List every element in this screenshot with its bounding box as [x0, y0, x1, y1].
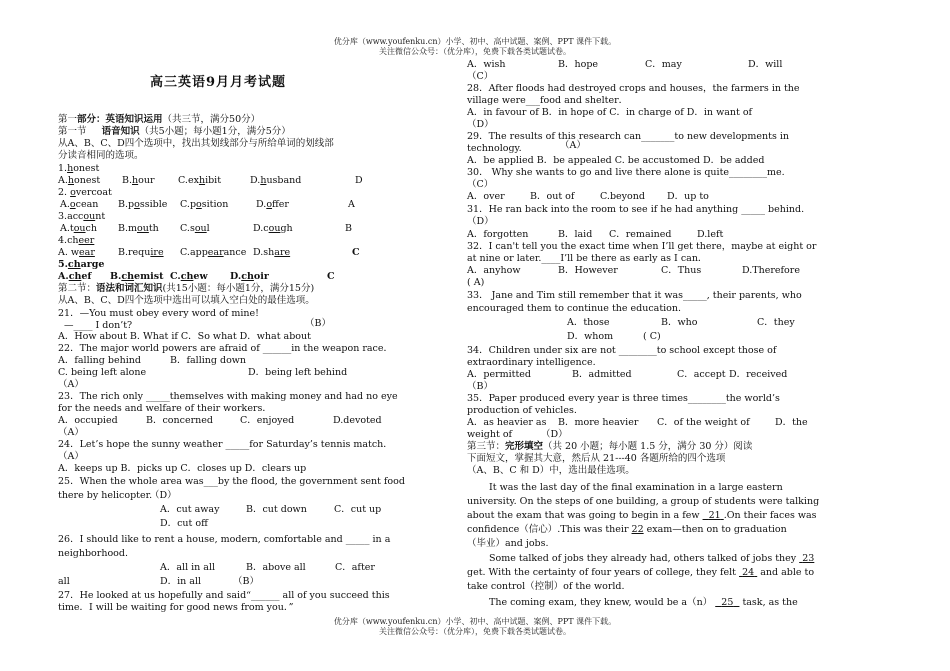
q34-stem: 34．Children under six are not ________to school except those of: [467, 345, 777, 356]
q3-option-a: A.touch: [60, 223, 97, 234]
q33-stem: 33． Jane and Tim still remember that it was_____, their parents, who: [467, 290, 802, 301]
q35-answer: （D）: [541, 429, 568, 440]
q22-option-a: A．falling behind: [58, 355, 141, 366]
q33-option-d: D．whom: [567, 331, 614, 342]
q32-stem: 32．I can't tell you the exact time when I’ll get there，maybe at eight or: [467, 241, 817, 252]
q28-stem-2: village were___food and shelter．: [467, 95, 629, 106]
q5-option-c: C.chew: [170, 271, 208, 282]
q2-answer: A: [348, 199, 355, 210]
passage-p1-line3: about the exam that was going to begin in a few 21 .On their faces was: [467, 510, 817, 521]
q32-option-a: A．anyhow: [467, 265, 521, 276]
section3-heading: 第三节：完形填空（共 20 小题；每小题 1.5 分，满分 30 分）阅读: [467, 441, 753, 452]
passage-p2-line2: get. With the certainty of four years of college, they felt 24 and able to: [467, 567, 815, 578]
section3-instruction-cont: （A、B、C 和 D）中，选出最佳选项。: [467, 465, 635, 476]
q35-option-d-cont: weight of: [467, 429, 513, 440]
q25-option-d: D．cut off: [160, 518, 208, 529]
passage-p1-line4: confidence（信心）.This was their 22 exam—then on to graduation: [467, 524, 787, 535]
q5-option-a: A.chef: [58, 271, 92, 282]
q32-answer: ( A): [467, 277, 485, 288]
q27-option-a: A．wish: [467, 59, 506, 70]
q30-stem: 30． Why she wants to go and live there alone is quite________me.: [467, 167, 785, 178]
q3-word: 3.account: [58, 211, 106, 222]
q26-option-a: A．all in all: [160, 562, 216, 573]
q22-option-d: D．being left behind: [248, 367, 348, 378]
q21-answer: （B）: [305, 318, 331, 329]
q2-word: 2. overcoat: [58, 187, 112, 198]
q31-option-a: A．forgotten: [467, 229, 529, 240]
q23-option-a: A．occupied: [58, 415, 118, 426]
q30-option-c: C.beyond: [600, 191, 645, 202]
q31-answer: （D）: [467, 216, 494, 227]
q32-option-c: C．Thus: [661, 265, 702, 276]
q1-option-b: B.hour: [122, 175, 155, 186]
q5-option-d: D.choir: [230, 271, 269, 282]
q4-word: 4.cheer: [58, 235, 95, 246]
q1-option-a: A.honest: [58, 175, 101, 186]
q22-stem: 22．The major world powers are afraid of ______in the weapon race．: [58, 343, 393, 354]
q35-option-b: B．more heavier: [558, 417, 639, 428]
q25-option-b: B．cut down: [246, 504, 307, 515]
footer-line-2: 关注微信公众号：（优分库），免费下载各类试题试卷。: [379, 627, 571, 636]
q24-stem: 24．Let’s hope the sunny weather _____for Saturday’s tennis match．: [58, 439, 393, 450]
q34-option-c: C．accept: [677, 369, 726, 380]
q3-option-b: B.mouth: [118, 223, 159, 234]
q28-options: A．in favour of B．in hope of C．in charge of D．in want of: [467, 107, 753, 118]
passage-p3-line1: The coming exam, they knew, would be a（n） 25 task, as the: [489, 597, 798, 608]
q35-option-d: D．the: [775, 417, 808, 428]
q34-option-a: A．permitted: [467, 369, 531, 380]
q33-stem-2: encouraged them to continue the education.: [467, 303, 682, 314]
q1-word: 1.honest: [58, 163, 100, 174]
q26-answer: （B）: [233, 576, 259, 587]
q27-answer: （C）: [467, 71, 494, 82]
exam-title: 高三英语9月月考试题: [150, 75, 287, 90]
right-column: [467, 0, 950, 671]
q25-option-a: A．cut away: [160, 504, 220, 515]
q34-answer: （B）: [467, 381, 493, 392]
q22-option-c: C. being left alone: [58, 367, 147, 378]
q27-option-d: D．will: [748, 59, 783, 70]
q32-option-b: B．However: [558, 265, 618, 276]
q29-stem-2: technology.: [467, 143, 522, 154]
q31-stem: 31．He ran back into the room to see if he had anything _____ behind.: [467, 204, 805, 215]
q4-option-a: A. wear: [58, 247, 95, 258]
q28-stem: 28．After floods had destroyed crops and houses，the farmers in the: [467, 83, 800, 94]
q23-option-b: B．concerned: [146, 415, 213, 426]
q26-option-b: B．above all: [246, 562, 306, 573]
q29-answer: （A）: [560, 140, 586, 151]
q29-stem: 29．The results of this research can_______to new developments in: [467, 131, 789, 142]
section1-heading: 第一节 语音知识（共5小题；每小题1分，满分5分）: [58, 126, 291, 137]
passage-p2-line1: Some talked of jobs they already had, others talked of jobs they 23: [489, 553, 815, 564]
q23-option-d: D.devoted: [333, 415, 382, 426]
q34-option-b: B．admitted: [572, 369, 632, 380]
q2-option-d: D.offer: [256, 199, 289, 210]
q1-option-d: D.husband: [250, 175, 302, 186]
q25-stem-2: there by helicopter.: [58, 490, 153, 501]
q23-stem: 23．The rich only _____themselves with making money and had no eye: [58, 391, 398, 402]
q26-option-c: C．after: [335, 562, 375, 573]
q26-stem: 26．I should like to rent a house, modern, comfortable and _____ in a: [58, 534, 391, 545]
section1-instruction-cont: 分读音相同的选项。: [58, 150, 144, 161]
q23-stem-2: for the needs and welfare of their workers．: [58, 403, 272, 414]
q33-answer: ( C): [643, 331, 661, 342]
q34-stem-2: extraordinary intelligence.: [467, 357, 596, 368]
q27-option-c: C．may: [645, 59, 682, 70]
q32-option-d: D.Therefore: [742, 265, 800, 276]
q24-options: A．keeps up B．picks up C．closes up D．clears up: [58, 463, 307, 474]
header-line-1: 优分库（www.youfenku.cn）小学、初中、高中试题、案例、PPT 课件下载。: [333, 37, 617, 46]
q28-answer: （D）: [467, 119, 494, 130]
q22-answer: （A）: [58, 379, 84, 390]
section2-instruction: 从A、B、C、D四个选项中选出可以填入空白处的最佳选项。: [58, 295, 315, 306]
q30-option-d: D．up to: [667, 191, 709, 202]
q35-stem-2: production of vehicles.: [467, 405, 577, 416]
q23-answer: （A）: [58, 427, 84, 438]
q26-stem-2: neighborhood.: [58, 548, 128, 559]
q31-option-c: C．remained: [609, 229, 672, 240]
q2-option-c: C.position: [180, 199, 229, 210]
q26-option-d: D．in all: [160, 576, 202, 587]
q25-option-c: C．cut up: [334, 504, 382, 515]
q2-option-a: A.ocean: [60, 199, 99, 210]
q1-option-c: C.exhibit: [178, 175, 222, 186]
q1-answer: D: [355, 175, 363, 186]
blank-22: 22: [631, 524, 644, 535]
q21-stem-2: —____ I don’t?: [64, 320, 133, 331]
q30-option-a: A．over: [467, 191, 505, 202]
blank-25: 25: [721, 597, 734, 608]
q23-option-c: C．enjoyed: [240, 415, 295, 426]
q33-option-c: C．they: [757, 317, 795, 328]
q26-option-c-cont: all: [58, 576, 70, 587]
section3-instruction: 下面短文，掌握其大意，然后从 21---40 各题所给的四个选项: [467, 453, 726, 464]
q33-option-a: A．those: [567, 317, 610, 328]
q5-answer: C: [327, 271, 335, 282]
q25-answer: （D）: [150, 490, 177, 501]
blank-24: 24: [742, 567, 755, 578]
q21-options: A．How about B. What if C．So what D．what about: [58, 331, 311, 342]
q21-stem: 21．—You must obey every word of mine!: [58, 308, 259, 319]
q3-answer: B: [345, 223, 352, 234]
page-footer: [0, 617, 950, 637]
q2-option-b: B.possible: [118, 199, 168, 210]
part1-heading: 第一部分：英语知识运用（共三节，满分50分）: [58, 114, 261, 125]
q4-answer: C: [352, 247, 360, 258]
q5-word: 5.charge: [58, 259, 105, 270]
header-line-2: 关注微信公众号：（优分库），免费下载各类试题试卷。: [379, 47, 571, 56]
q35-stem: 35．Paper produced every year is three times________the world’s: [467, 393, 780, 404]
q3-option-c: C.soul: [180, 223, 210, 234]
q27-stem-2: time．I will be waiting for good news from you．”: [58, 602, 294, 613]
q31-option-d: D.left: [697, 229, 724, 240]
passage-p1-line5: （毕业）and jobs.: [467, 538, 549, 549]
passage-p1-line1: It was the last day of the final examination in a large eastern: [489, 482, 783, 493]
q33-option-b: B．who: [661, 317, 698, 328]
section1-instruction: 从A、B、C、D四个选项中，找出其划线部分与所给单词的划线部: [58, 138, 334, 149]
passage-p2-line3: take control（控制）of the world.: [467, 581, 625, 592]
q35-option-c: C．of the weight of: [657, 417, 750, 428]
q22-option-b: B．falling down: [170, 355, 247, 366]
q25-stem: 25．When the whole area was___by the flood, the government sent food: [58, 476, 405, 487]
q31-option-b: B．laid: [558, 229, 593, 240]
q27-stem: 27．He looked at us hopefully and said“______ all of you succeed this: [58, 590, 390, 601]
q4-option-c: C.appearance: [180, 247, 247, 258]
q3-option-d: D.cough: [253, 223, 293, 234]
footer-line-1: 优分库（www.youfenku.cn）小学、初中、高中试题、案例、PPT 课件下载。: [333, 617, 617, 626]
blank-23: 23: [802, 553, 815, 564]
section2-heading: 第二节：语法和词汇知识(共15小题：每小题1分，满分15分): [58, 283, 315, 294]
q24-answer: （A）: [58, 451, 84, 462]
passage-p1-line2: university. On the steps of one building, a group of students were talking: [467, 496, 820, 507]
q29-options: A．be applied B．be appealed C. be accustomed D．be added: [467, 155, 765, 166]
q32-stem-2: at nine or later.____I’ll be there as early as I can．: [467, 253, 708, 264]
q4-option-b: B.require: [118, 247, 164, 258]
blank-21: 21: [708, 510, 721, 521]
q30-answer: （C）: [467, 179, 494, 190]
q30-option-b: B．out of: [530, 191, 575, 202]
q27-option-b: B．hope: [558, 59, 599, 70]
q4-option-d: D.share: [253, 247, 291, 258]
q34-option-d: D．received: [729, 369, 788, 380]
q35-option-a: A．as heavier as: [467, 417, 547, 428]
q5-option-b: B.chemist: [110, 271, 164, 282]
